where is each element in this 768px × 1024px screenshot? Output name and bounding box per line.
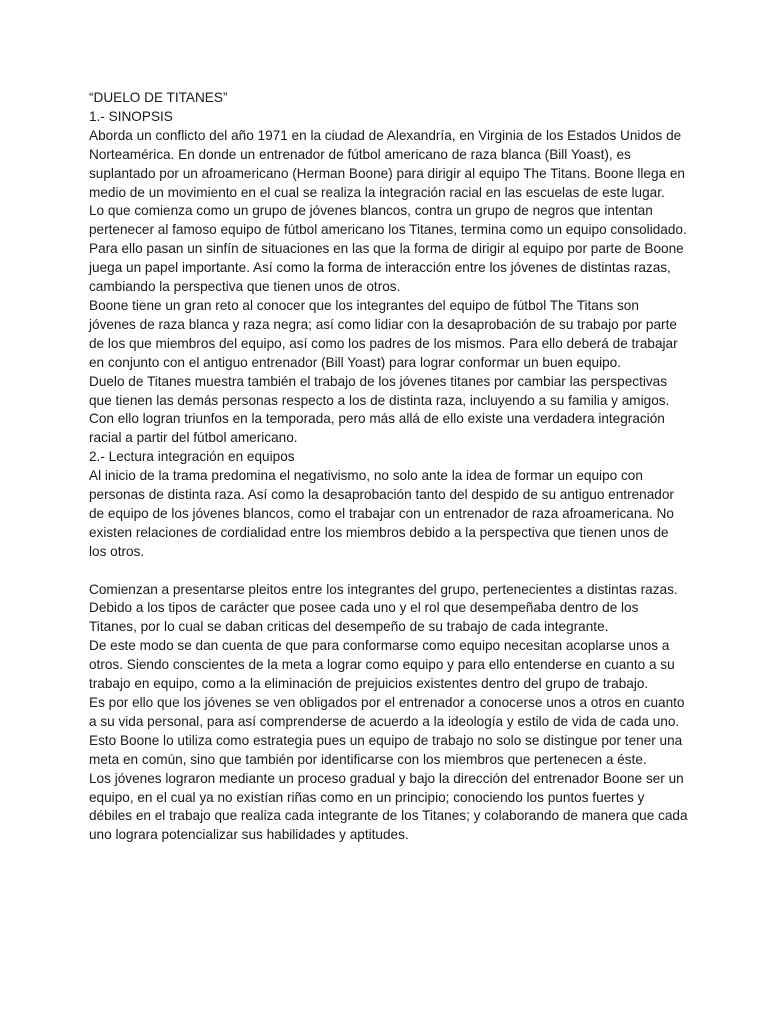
- paragraph: De este modo se dan cuenta de que para conformarse como equipo necesitan acoplarse unos a otros. Siendo conscientes de la meta a lograr como equipo y para ello entenderse en cuanto a su trabajo en equipo, como a la eliminación de prejuicios existentes dentro del grupo de trabajo.: [89, 638, 675, 692]
- paragraph-spacer: [89, 562, 689, 581]
- paragraph: Aborda un conflicto del año 1971 en la ciudad de Alexandría, en Virginia de los Estados Unidos de Norteamérica. En donde un entrenador de fútbol americano de raza blanca (Bill Yoast), es suplantado por un afroamericano (Herman Boone) para dirigir al equipo The Titans. Boone llega en medio de un movimiento en el cual se realiza la integración racial en las escuelas de este lugar.: [89, 127, 685, 200]
- paragraph: Es por ello que los jóvenes se ven obligados por el entrenador a conocerse unos a otros en cuanto a su vida personal, para así comprenderse de acuerdo a la ideología y estilo de vida de cada uno. Esto Boone lo utiliza como estrategia pues un equipo de trabajo no solo se distingue por tener una meta en común, sino que también por identificarse con los miembros que pertenecen a éste.: [89, 694, 685, 767]
- document-body: [89, 89, 689, 845]
- section-heading-lectura: 2.- Lectura integración en equipos: [89, 449, 295, 465]
- paragraph: Los jóvenes lograron mediante un proceso gradual y bajo la dirección del entrenador Boone ser un equipo, en el cual ya no existían riñas como en un principio; conociendo los puntos fuertes y débiles en el trabajo que realiza cada integrante de los Titanes; y colaborando de manera que cada uno lograra potencializar sus habilidades y aptitudes.: [89, 770, 688, 843]
- paragraph: Boone tiene un gran reto al conocer que los integrantes del equipo de fútbol The Titans son jóvenes de raza blanca y raza negra; así como lidiar con la desaprobación de su trabajo por parte de los que miembros del equipo, así como los padres de los mismos. Para ello deberá de trabajar en conjunto con el antiguo entrenador (Bill Yoast) para lograr conformar un buen equipo.: [89, 297, 678, 370]
- document-title: “DUELO DE TITANES”: [89, 90, 228, 105]
- paragraph: Lo que comienza como un grupo de jóvenes blancos, contra un grupo de negros que intentan pertenecer al famoso equipo de fútbol americano los Titanes, termina como un equipo consolidado. Para ello pasan un sinfín de situaciones en las que la forma de dirigir al equipo por parte de Boone juega un papel importante. Así como la forma de interacción entre los jóvenes de distintas razas, cambiando la perspectiva que tienen unos de otros.: [89, 203, 687, 295]
- paragraph: Duelo de Titanes muestra también el trabajo de los jóvenes titanes por cambiar las perspectivas que tienen las demás personas respecto a los de distinta raza, incluyendo a su familia y amigos. Con ello logran triunfos en la temporada, pero más allá de ello existe una verdadera integración racial a partir del fútbol americano.: [89, 373, 670, 446]
- paragraph: Al inicio de la trama predomina el negativismo, no solo ante la idea de formar un equipo con personas de distinta raza. Así como la desaprobación tanto del despido de su antiguo entrenador de equipo de los jóvenes blancos, como el trabajar con un entrenador de raza afroamericana. No existen relaciones de cordialidad entre los miembros debido a la perspectiva que tienen unos de los otros.: [89, 468, 674, 559]
- paragraph: Comienzan a presentarse pleitos entre los integrantes del grupo, pertenecientes a distintas razas. Debido a los tipos de carácter que posee cada uno y el rol que desempeñaba dentro de los Titanes, por lo cual se daban criticas del desempeño de su trabajo de cada integrante.: [89, 581, 678, 635]
- section-heading-sinopsis: 1.- SINOPSIS: [89, 108, 173, 124]
